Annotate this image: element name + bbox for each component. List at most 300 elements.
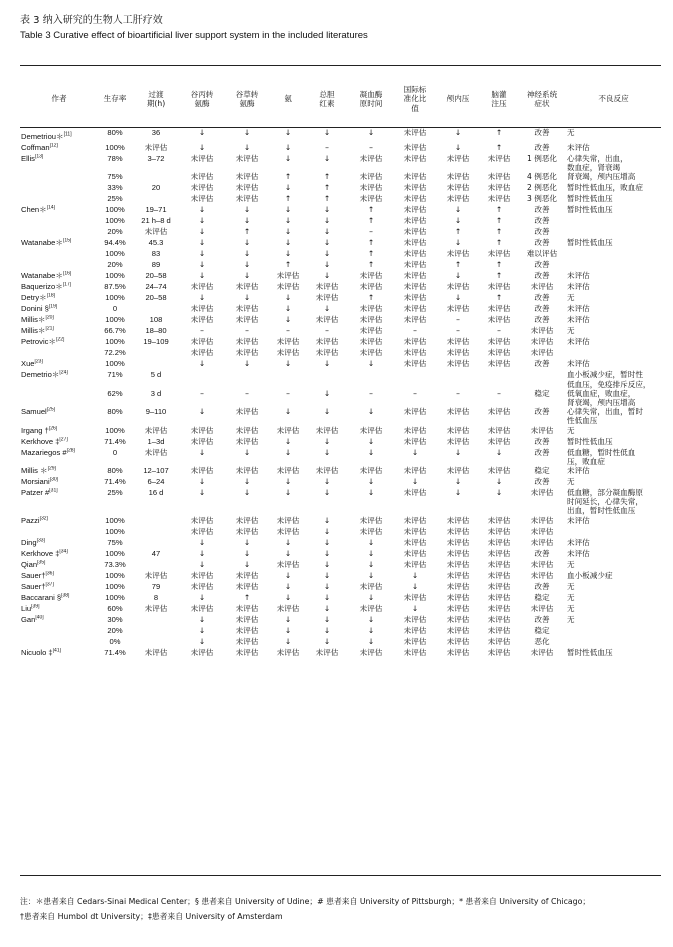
table-cell: ↓	[198, 477, 206, 487]
table-cell: 未评估	[446, 249, 470, 259]
table-cell: 100%	[105, 337, 125, 347]
table-cell: 未评估	[403, 249, 427, 259]
table-cell: ↑	[495, 271, 503, 281]
table-cell: ↓	[323, 249, 331, 259]
table-cell: 36	[151, 128, 161, 137]
table-cell: 20–58	[145, 293, 167, 303]
table-row	[20, 448, 661, 466]
author-cell	[20, 249, 98, 260]
table-cell: ↓	[411, 581, 419, 591]
table-cell: ↓	[323, 548, 331, 558]
table-cell: 87.5%	[104, 282, 126, 292]
table-cell: 无	[567, 614, 575, 624]
table-cell: 未评估	[403, 466, 427, 476]
table-row	[20, 172, 661, 183]
table-cell: 未评估	[276, 425, 300, 435]
table-cell: 未评估	[235, 625, 259, 635]
table-cell	[180, 370, 224, 388]
table-cell: 未评估	[487, 348, 511, 358]
table-cell: ↓	[198, 260, 206, 270]
table-cell: 未评估	[403, 260, 427, 270]
table-cell	[132, 194, 180, 205]
table-cell: 改善	[534, 216, 550, 226]
table-cell: 100%	[105, 570, 125, 580]
table-cell: ↑	[367, 249, 375, 259]
table-row	[20, 626, 661, 637]
author-cell: Samuel[25]	[21, 407, 56, 417]
table-cell: 稳定	[534, 466, 550, 476]
table-cell: 未评估	[446, 436, 470, 446]
table-cell: ↓	[284, 304, 292, 314]
table-cell: 心律失常，出血，暂时 性低血压	[567, 407, 643, 426]
table-cell	[348, 370, 394, 388]
table-cell: ↓	[367, 537, 375, 547]
table-cell: ↓	[454, 271, 462, 281]
table-cell: 未评估	[403, 407, 427, 417]
table-cell: 未评估	[315, 315, 339, 325]
table-cell: ↓	[284, 128, 292, 137]
table-cell: 未评估	[487, 603, 511, 613]
table-cell: 未评估	[403, 172, 427, 182]
table-cell: 未评估	[359, 304, 383, 314]
table-cell: 未评估	[359, 647, 383, 657]
table-cell: 未评估	[487, 249, 511, 259]
author-cell: Donini §[19]	[21, 304, 58, 314]
table-cell: 未评估	[403, 614, 427, 624]
table-cell: 60%	[107, 603, 123, 613]
table-cell	[270, 370, 306, 388]
column-header: 国际标 准化比 值	[403, 85, 427, 113]
author-cell	[20, 389, 98, 407]
table-cell: 未评估	[235, 526, 259, 536]
table-cell: 未评估	[144, 603, 168, 613]
table-cell: 0%	[109, 636, 121, 646]
table-cell: ↓	[284, 293, 292, 303]
table-cell: 20	[151, 183, 161, 193]
author-cell: Demetrio＊[24]	[21, 370, 68, 380]
table-cell: ↓	[323, 407, 331, 417]
table-cell: ↓	[323, 260, 331, 270]
table-cell: 未评估	[487, 282, 511, 292]
table-cell: 未评估	[487, 636, 511, 646]
table-cell: 未评估	[276, 603, 300, 613]
table-cell: ↑	[495, 227, 503, 237]
table-cell: –	[325, 326, 329, 336]
table-cell: 未评估	[446, 304, 470, 314]
table-cell: 未评估	[403, 425, 427, 435]
table-cell: 未评估	[315, 466, 339, 476]
column-header: 氨	[284, 94, 292, 104]
table-cell: 暂时性低血压	[567, 194, 613, 204]
table-cell: ↑	[243, 592, 251, 602]
table-row	[20, 194, 661, 205]
table-cell: ↓	[198, 238, 206, 248]
table-cell: 未评估	[235, 337, 259, 347]
table-cell: 未评估	[190, 436, 214, 446]
table-cell: 100%	[105, 515, 125, 525]
table-cell: 未评估	[144, 143, 168, 152]
table-cell: 未评估	[359, 315, 383, 325]
table-cell: 心律失常，出血， 数血症，肾衰竭	[567, 154, 628, 173]
table-cell: 未评估	[359, 282, 383, 292]
table-cell: ↓	[323, 128, 331, 137]
table-cell: 24–74	[145, 282, 167, 292]
table-cell: 改善	[534, 143, 550, 152]
table-cell: ↓	[454, 216, 462, 226]
author-cell: Irgang †[26]	[21, 425, 58, 435]
table-cell: 难以评估	[526, 249, 558, 259]
table-cell: 未评估	[144, 570, 168, 580]
table-row	[20, 516, 661, 527]
table-cell: ↓	[198, 359, 206, 369]
table-cell: 无	[567, 581, 575, 591]
header-row	[20, 70, 661, 128]
table-cell: 未评估	[359, 466, 383, 476]
column-header: 作者	[51, 94, 67, 104]
table-cell: 未评估	[403, 271, 427, 281]
table-cell: ↓	[243, 488, 251, 498]
table-cell: 无	[567, 293, 575, 303]
table-cell: 未评估	[144, 447, 168, 457]
table-cell: ↓	[198, 625, 206, 635]
table-cell: 未评估	[276, 466, 300, 476]
table-cell: 3 d	[150, 388, 162, 398]
table-cell: ↓	[198, 143, 206, 152]
table-cell: ↓	[284, 477, 292, 487]
author-cell: Patzer #[31]	[21, 488, 58, 498]
table-cell: 79	[151, 581, 161, 591]
table-cell: 未评估	[446, 359, 470, 369]
table-row	[20, 154, 661, 172]
table-cell: 4 例恶化	[526, 172, 558, 182]
column-header: 总胆 红素	[319, 89, 335, 108]
table-cell: ↓	[323, 537, 331, 547]
table-cell: 未评估	[530, 559, 554, 569]
author-cell: Liu[39]	[21, 603, 40, 613]
table-cell: 未评估	[235, 407, 259, 417]
table-cell	[132, 348, 180, 359]
table-cell: 75%	[107, 172, 123, 182]
table-cell: 暂时性低血压	[567, 238, 613, 248]
bottom-rule	[20, 875, 661, 876]
table-cell	[566, 626, 661, 637]
table-cell	[566, 637, 661, 648]
author-cell	[20, 216, 98, 227]
table-row	[20, 359, 661, 370]
table-cell: –	[245, 388, 249, 398]
table-cell: 未评估	[359, 425, 383, 435]
table-cell: 未评估	[403, 227, 427, 237]
table-cell: 未评估	[487, 407, 511, 417]
author-cell	[20, 183, 98, 194]
table-cell: ↓	[284, 249, 292, 259]
table-cell: ↓	[323, 488, 331, 498]
table-row	[20, 238, 661, 249]
table-row	[20, 466, 661, 477]
table-cell	[436, 370, 480, 388]
table-cell: ↑	[367, 293, 375, 303]
table-cell: –	[369, 388, 373, 398]
table-cell: 未评估	[144, 227, 168, 237]
table-cell: 30%	[107, 614, 123, 624]
table-cell: 未评估	[315, 425, 339, 435]
table-cell: 73.3%	[104, 559, 126, 569]
table-cell: ↓	[284, 636, 292, 646]
table-cell: 75%	[107, 537, 123, 547]
table-cell: 未评估	[403, 647, 427, 657]
table-cell: ↓	[323, 477, 331, 487]
table-row	[20, 593, 661, 604]
table-cell: 未评估	[446, 581, 470, 591]
table-cell: ↓	[198, 227, 206, 237]
table-cell: ↓	[367, 548, 375, 558]
table-cell: 1–3d	[147, 436, 165, 446]
table-cell: ↑	[367, 216, 375, 226]
table-cell: ↓	[243, 238, 251, 248]
table-cell: ↓	[367, 447, 375, 457]
table-cell: 未评估	[567, 143, 590, 152]
table-cell: 未评估	[530, 537, 554, 547]
table-cell: 8	[153, 592, 159, 602]
table-cell: ↓	[323, 526, 331, 536]
table-cell: 未评估	[446, 614, 470, 624]
table-cell: 未评估	[530, 570, 554, 580]
table-cell: 45.3	[148, 238, 164, 248]
table-cell	[132, 172, 180, 183]
author-cell: Demetriou＊[11]	[21, 131, 72, 141]
table-cell: ↓	[454, 447, 462, 457]
top-rule	[20, 65, 661, 66]
table-cell: ↑	[367, 205, 375, 215]
table-cell: ↓	[323, 614, 331, 624]
table-cell: ↑	[495, 293, 503, 303]
table-cell: 未评估	[446, 407, 470, 417]
table-cell: 未评估	[530, 425, 554, 435]
table-cell: 未评估	[315, 337, 339, 347]
table-cell: 未评估	[359, 603, 383, 613]
table-cell: 未评估	[446, 466, 470, 476]
table-cell: 未评估	[487, 581, 511, 591]
table-cell: –	[413, 326, 417, 336]
table-cell: 未评估	[530, 282, 554, 292]
table-title-en: Table 3 Curative effect of bioartificial liver support system in the included literatures	[20, 30, 368, 41]
table-cell: 25%	[107, 488, 123, 498]
table-row	[20, 549, 661, 560]
table-cell: ↑	[495, 128, 503, 137]
table-cell: ↓	[243, 477, 251, 487]
table-cell: 20%	[107, 625, 123, 635]
table-cell: 未评估	[190, 315, 214, 325]
table-cell: ↓	[323, 447, 331, 457]
table-cell: ↑	[284, 260, 292, 270]
table-cell: 71.4%	[104, 477, 126, 487]
table-cell: ↓	[323, 603, 331, 613]
table-cell: 未评估	[530, 603, 554, 613]
table-cell: 未评估	[487, 194, 511, 204]
table-cell: 18–80	[145, 326, 167, 336]
table-cell: ↓	[454, 128, 462, 137]
table-cell: 未评估	[446, 526, 470, 536]
table-cell: 未评估	[190, 304, 214, 314]
table-cell: 未评估	[403, 183, 427, 193]
table-cell: –	[325, 143, 329, 152]
column-header: 颅内压	[446, 94, 470, 104]
table-cell: 未评估	[190, 337, 214, 347]
table-cell	[132, 626, 180, 637]
author-cell: Gan[40]	[21, 614, 44, 624]
author-cell: Chen＊[14]	[21, 205, 56, 215]
table-cell: 未评估	[403, 636, 427, 646]
column-header: 凝血酶 原时间	[359, 89, 383, 108]
table-cell: 80%	[107, 407, 123, 417]
table-cell: ↓	[198, 216, 206, 226]
table-row	[20, 337, 661, 348]
table-cell: ↓	[367, 570, 375, 580]
author-cell: Baccarani §[38]	[21, 592, 70, 602]
column-header: 不良反应	[598, 94, 629, 104]
column-header: 过渡 期(h)	[146, 89, 166, 108]
table-cell: 无	[567, 128, 575, 137]
table-cell: ↓	[323, 271, 331, 281]
table-cell: 未评估	[487, 315, 511, 325]
table-row	[20, 648, 661, 659]
table-cell: 未评估	[567, 282, 590, 292]
table-cell: ↓	[454, 488, 462, 498]
table-row	[20, 271, 661, 282]
table-cell: 0	[112, 304, 118, 314]
table-cell: 未评估	[446, 548, 470, 558]
table-cell: ↓	[284, 183, 292, 193]
table-cell: ↓	[495, 488, 503, 498]
table-cell: 未评估	[530, 337, 554, 347]
table-cell: ↓	[284, 359, 292, 369]
table-cell: 未评估	[144, 425, 168, 435]
table-cell: ↓	[284, 625, 292, 635]
table-cell: ↓	[243, 537, 251, 547]
column-header: 谷草转 氨酶	[235, 89, 259, 108]
table-cell: ↓	[198, 249, 206, 259]
author-cell: Sauer†[37]	[21, 581, 54, 591]
table-cell: ↓	[367, 359, 375, 369]
table-cell: 未评估	[235, 603, 259, 613]
table-cell: ↓	[495, 447, 503, 457]
table-cell: ↓	[243, 559, 251, 569]
table-cell: 未评估	[403, 625, 427, 635]
table-cell: 未评估	[190, 194, 214, 204]
table-cell: 未评估	[235, 315, 259, 325]
table-cell: ↓	[411, 570, 419, 580]
table-cell: 未评估	[567, 466, 590, 476]
table-cell: ↓	[243, 143, 251, 152]
table-cell: ↑	[323, 194, 331, 204]
table-cell: 未评估	[446, 515, 470, 525]
table-cell: 未评估	[446, 570, 470, 580]
table-cell: 20%	[107, 260, 123, 270]
table-cell	[566, 227, 661, 238]
table-cell: 改善	[534, 407, 550, 417]
table-cell: 暂时性低血压，败血症	[567, 183, 643, 193]
table-cell: –	[456, 326, 460, 336]
table-cell: ↓	[284, 548, 292, 558]
table-cell: ↓	[367, 407, 375, 417]
table-row	[20, 488, 661, 516]
table-cell: ↓	[198, 548, 206, 558]
table-cell: 未评估	[359, 515, 383, 525]
table-cell: 未评估	[567, 337, 590, 347]
table-cell: ↑	[367, 238, 375, 248]
table-cell	[132, 538, 180, 549]
author-cell: Sauer†[36]	[21, 570, 54, 580]
table-cell: ↓	[323, 570, 331, 580]
table-cell: 暂时性低血压	[567, 205, 613, 215]
table-cell: 未评估	[403, 348, 427, 358]
table-cell: ↓	[198, 488, 206, 498]
table-row	[20, 282, 661, 293]
author-cell: Millis＊[21]	[21, 326, 54, 336]
table-cell: ↓	[411, 603, 419, 613]
author-cell: Coffman[12]	[21, 143, 58, 152]
author-cell	[20, 527, 98, 538]
table-cell: 改善	[534, 315, 550, 325]
table-cell: 未评估	[567, 271, 590, 281]
table-cell: 未评估	[190, 183, 214, 193]
table-cell: 稳定	[534, 625, 550, 635]
table-cell: ↓	[284, 154, 292, 163]
table-cell: 未评估	[446, 559, 470, 569]
table-cell: 未评估	[567, 548, 590, 558]
table-cell: 未评估	[530, 326, 554, 336]
table-cell: 33%	[107, 183, 123, 193]
table-cell: 未评估	[276, 337, 300, 347]
table-cell: ↓	[198, 447, 206, 457]
table-cell: 未评估	[359, 194, 383, 204]
table-cell: 改善	[534, 359, 550, 369]
table-cell	[566, 216, 661, 227]
table-cell: 无	[567, 603, 575, 613]
table-cell: 未评估	[315, 647, 339, 657]
table-cell: 未评估	[403, 526, 427, 536]
table-cell: 未评估	[530, 488, 554, 498]
table-cell: 未评估	[487, 425, 511, 435]
table-cell	[306, 370, 348, 388]
table-cell: 未评估	[235, 466, 259, 476]
table-row	[20, 143, 661, 154]
table-row	[20, 370, 661, 388]
table-cell: 83	[151, 249, 161, 259]
table-cell: ↓	[243, 447, 251, 457]
table-row	[20, 538, 661, 549]
table-cell	[518, 370, 566, 388]
table-cell: 9–110	[145, 407, 167, 417]
table-cell	[132, 615, 180, 626]
table-row	[20, 216, 661, 227]
table-row	[20, 637, 661, 648]
table-cell: ↑	[454, 260, 462, 270]
table-cell: 肾衰竭，颅内压增高	[567, 172, 636, 182]
table-cell	[132, 560, 180, 571]
table-cell: ↓	[323, 515, 331, 525]
table-cell: ↑	[243, 227, 251, 237]
table-cell: 未评估	[235, 425, 259, 435]
table-cell: 6–24	[147, 477, 165, 487]
author-cell: Ellis[13]	[21, 154, 44, 163]
table-cell: ↓	[367, 436, 375, 446]
table-cell: 未评估	[276, 647, 300, 657]
table-row	[20, 527, 661, 538]
table-cell: 改善	[534, 614, 550, 624]
column-header: 谷丙转 氨酶	[190, 89, 214, 108]
table-notes	[20, 894, 661, 924]
